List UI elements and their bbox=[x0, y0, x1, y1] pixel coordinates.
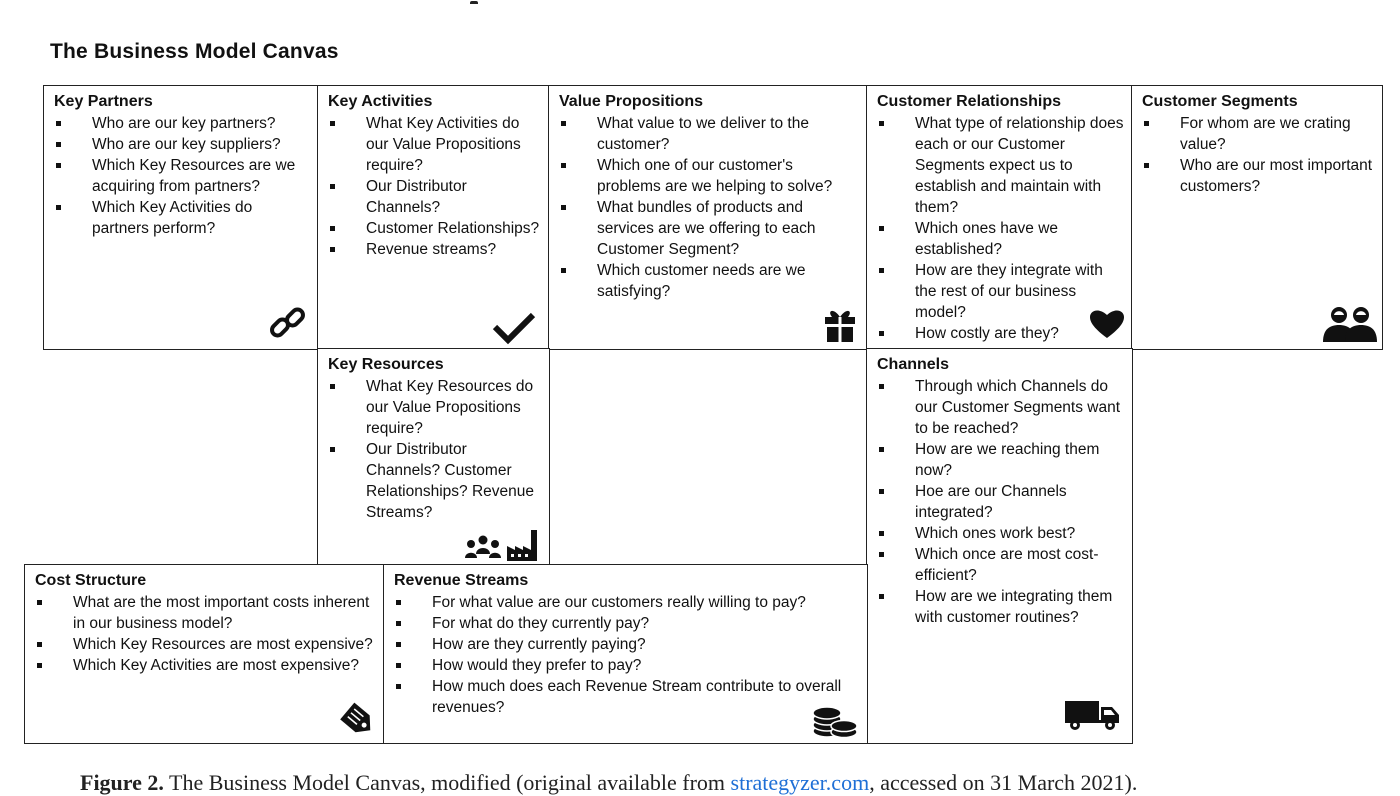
coins-icon bbox=[811, 701, 859, 739]
list-item: Which customer needs are we satisfying? bbox=[559, 260, 859, 302]
list-item: Through which Channels do our Customer Segments want to be reached? bbox=[877, 376, 1124, 439]
link-icon bbox=[268, 303, 308, 343]
list-item: Which once are most cost-efficient? bbox=[877, 544, 1124, 586]
people-icon bbox=[1322, 305, 1378, 343]
list-item: Which ones have we established? bbox=[877, 218, 1124, 260]
block-title: Key Partners bbox=[54, 93, 153, 110]
caption-text-end: , accessed on 31 March 2021). bbox=[869, 770, 1138, 795]
block-title: Customer Segments bbox=[1142, 93, 1298, 110]
list-item: How costly are they? bbox=[877, 323, 1124, 344]
cost-structure-block bbox=[24, 564, 385, 744]
list-item: Which ones work best? bbox=[877, 523, 1124, 544]
list-item: What bundles of products and services are we offering to each Customer Segment? bbox=[559, 197, 859, 260]
question-list bbox=[328, 376, 541, 523]
list-item: Who are our key partners? bbox=[54, 113, 310, 134]
list-item: Which one of our customer's problems are we helping to solve? bbox=[559, 155, 859, 197]
revenue-streams-block bbox=[383, 564, 868, 744]
list-item: Revenue streams? bbox=[328, 239, 541, 260]
customer-relationships-block bbox=[866, 85, 1133, 350]
question-list bbox=[328, 113, 541, 260]
key-partners-block bbox=[43, 85, 319, 350]
figure-label: Figure 2. bbox=[80, 770, 164, 795]
block-title: Customer Relationships bbox=[877, 93, 1062, 110]
question-list bbox=[35, 592, 376, 676]
list-item: How are we integrating them with customer routines? bbox=[877, 586, 1124, 628]
list-item: Who are our key suppliers? bbox=[54, 134, 310, 155]
list-item: Customer Relationships? bbox=[328, 218, 541, 239]
heart-icon bbox=[1090, 309, 1124, 339]
customer-segments-block bbox=[1131, 85, 1383, 350]
block-title: Key Resources bbox=[328, 356, 444, 373]
block-title: Key Activities bbox=[328, 93, 433, 110]
canvas-title: The Business Model Canvas bbox=[50, 40, 339, 63]
cropped-text-fragment bbox=[470, 0, 580, 4]
key-resources-block bbox=[317, 348, 550, 566]
checkmark-icon bbox=[491, 311, 537, 345]
list-item: For what do they currently pay? bbox=[394, 613, 859, 634]
list-item: What are the most important costs inherent in our business model? bbox=[35, 592, 376, 634]
list-item: How would they prefer to pay? bbox=[394, 655, 859, 676]
block-title: Channels bbox=[877, 356, 950, 373]
block-title: Value Propositions bbox=[559, 93, 704, 110]
question-list bbox=[1142, 113, 1374, 197]
list-item: What type of relationship does each or our Customer Segments expect us to establish and maintain with them? bbox=[877, 113, 1124, 218]
list-item: Which Key Activities do partners perform? bbox=[54, 197, 310, 239]
list-item: Our Distributor Channels? Customer Relationships? Revenue Streams? bbox=[328, 439, 541, 523]
figure-caption bbox=[80, 770, 1137, 796]
list-item: How are they integrate with the rest of our business model? bbox=[877, 260, 1124, 323]
list-item: Who are our most important customers? bbox=[1142, 155, 1374, 197]
list-item: How are they currently paying? bbox=[394, 634, 859, 655]
question-list bbox=[877, 376, 1124, 628]
list-item: What Key Resources do our Value Propositions require? bbox=[328, 376, 541, 439]
list-item: How much does each Revenue Stream contribute to overall revenues? bbox=[394, 676, 859, 718]
gift-icon bbox=[823, 307, 857, 343]
block-title: Revenue Streams bbox=[394, 572, 529, 589]
key-activities-block bbox=[317, 85, 550, 350]
price-tag-icon bbox=[338, 701, 378, 739]
list-item: Which Key Resources are most expensive? bbox=[35, 634, 376, 655]
list-item: What value to we deliver to the customer? bbox=[559, 113, 859, 155]
value-propositions-block bbox=[548, 85, 868, 350]
list-item: Our Distributor Channels? bbox=[328, 176, 541, 218]
truck-icon bbox=[1064, 699, 1120, 731]
team-factory-icon bbox=[463, 528, 543, 562]
list-item: Hoe are our Channels integrated? bbox=[877, 481, 1124, 523]
list-item: Which Key Activities are most expensive? bbox=[35, 655, 376, 676]
question-list bbox=[54, 113, 310, 239]
source-link[interactable]: strategyzer.com bbox=[730, 770, 870, 795]
question-list bbox=[559, 113, 859, 302]
list-item: How are we reaching them now? bbox=[877, 439, 1124, 481]
list-item: Which Key Resources are we acquiring from partners? bbox=[54, 155, 310, 197]
caption-text: The Business Model Canvas, modified (original available from bbox=[163, 770, 731, 795]
question-list bbox=[394, 592, 859, 718]
list-item: What Key Activities do our Value Propositions require? bbox=[328, 113, 541, 176]
list-item: For what value are our customers really willing to pay? bbox=[394, 592, 859, 613]
question-list bbox=[877, 113, 1124, 344]
block-title: Cost Structure bbox=[35, 572, 147, 589]
channels-block bbox=[866, 348, 1133, 744]
list-item: For whom are we crating value? bbox=[1142, 113, 1374, 155]
